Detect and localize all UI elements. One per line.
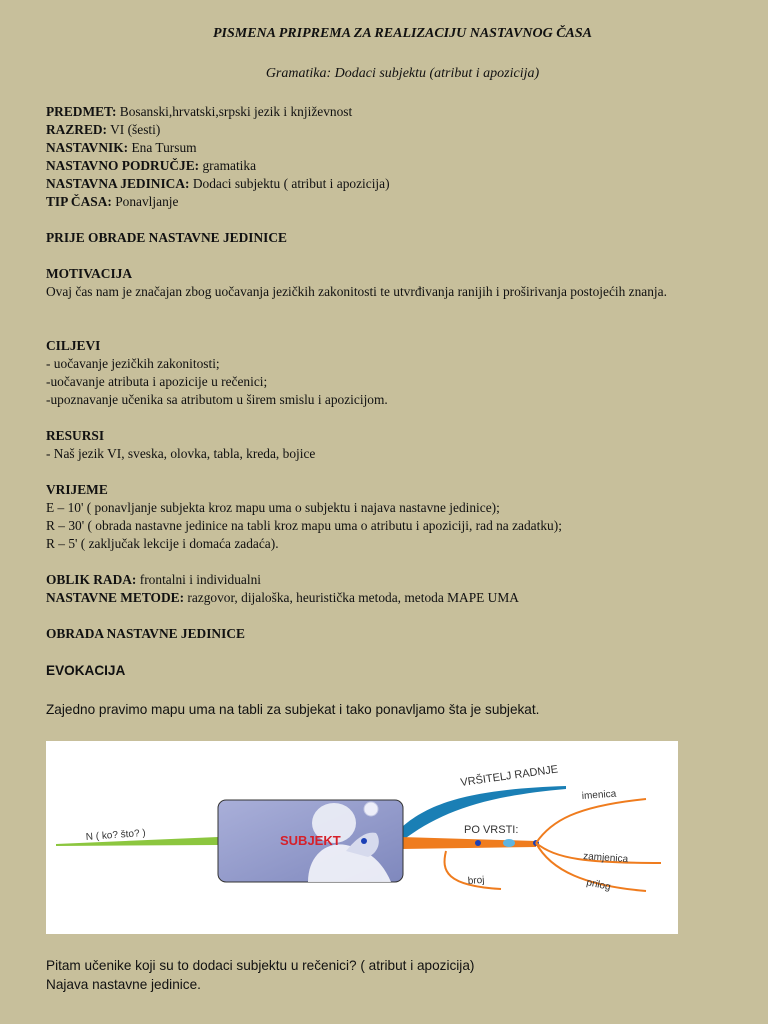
nastavne-metode	[46, 589, 519, 607]
left-branch-label: N ( ko? što? )	[85, 827, 147, 843]
oblik-value: frontalni i individualni	[136, 572, 261, 587]
info-podrucje	[46, 157, 256, 175]
nastavnik-label: NASTAVNIK:	[46, 140, 129, 155]
prije-heading: PRIJE OBRADE NASTAVNE JEDINICE	[46, 230, 287, 245]
podrucje-label: NASTAVNO PODRUČJE:	[46, 158, 200, 173]
resursi-text: - Naš jezik VI, sveska, olovka, tabla, kreda, bojice	[46, 446, 316, 461]
pitam-text: Pitam učenike koji su to dodaci subjektu u rečenici? ( atribut i apozicija)	[46, 958, 475, 973]
razred-value: VI (šesti)	[107, 122, 161, 137]
info-jedinica	[46, 175, 390, 193]
vrijeme-item: R – 30' ( obrada nastavne jedinice na tabli kroz mapu uma o atributu i apoziciji, rad na zadatku);	[46, 518, 562, 533]
center-label: SUBJEKT	[280, 833, 341, 848]
info-tip	[46, 193, 178, 211]
tip-value: Ponavljanje	[111, 194, 179, 209]
vrijeme-heading: VRIJEME	[46, 482, 108, 497]
mid-branch-label: PO VRSTI:	[464, 824, 519, 836]
oblik-label: OBLIK RADA:	[46, 572, 137, 587]
motivacija-heading: MOTIVACIJA	[46, 266, 133, 281]
oblik-rada	[46, 571, 261, 589]
mind-map-image	[46, 741, 678, 934]
top-branch-label: VRŠITELJ RADNJE	[459, 763, 559, 789]
jedinica-label: NASTAVNA JEDINICA:	[46, 176, 190, 191]
ciljevi-heading: CILJEVI	[46, 338, 101, 353]
evokacija-heading: EVOKACIJA	[46, 663, 126, 678]
podrucje-value: gramatika	[199, 158, 257, 173]
mid-branch-line	[401, 837, 536, 849]
metode-label: NASTAVNE METODE:	[46, 590, 185, 605]
vrijeme-item: E – 10' ( ponavljanje subjekta kroz mapu uma o subjektu i najava nastavne jedinice);	[46, 500, 500, 515]
ciljevi-item: - uočavanje jezičkih zakonitosti;	[46, 356, 220, 371]
ciljevi-item: -upoznavanje učenika sa atributom u širem smislu i apozicijom.	[46, 392, 388, 407]
ciljevi-item: -uočavanje atributa i apozicije u rečenici;	[46, 374, 268, 389]
sub-item-imenica: imenica	[581, 788, 617, 802]
info-razred	[46, 121, 160, 139]
nastavnik-value: Ena Tursum	[128, 140, 197, 155]
najava-text: Najava nastavne jedinice.	[46, 977, 201, 992]
sub-item-zamjenica: zamjenica	[582, 851, 629, 866]
document-subtitle: Gramatika: Dodaci subjektu (atribut i apozicija)	[265, 66, 540, 81]
predmet-label: PREDMET:	[46, 104, 117, 119]
evokacija-text: Zajedno pravimo mapu uma na tabli za subjekat i tako ponavljamo šta je subjekat.	[46, 702, 540, 717]
vrijeme-item: R – 5' ( zaključak lekcije i domaća zadaća).	[46, 536, 279, 551]
bottom-branch-label: broj	[467, 874, 485, 887]
sub-item-prilog: prilog	[585, 877, 612, 894]
document-title: PISMENA PRIPREMA ZA REALIZACIJU NASTAVNOG ČASA	[212, 26, 593, 41]
motivacija-text: Ovaj čas nam je značajan zbog uočavanja jezičkih zakonitosti te utvrđivanja ranijih i proširivanja postojećih znanja.	[46, 284, 667, 299]
info-predmet	[46, 103, 352, 121]
obrada-heading: OBRADA NASTAVNE JEDINICE	[46, 626, 245, 641]
metode-value: razgovor, dijaloška, heuristička metoda, metoda MAPE UMA	[184, 590, 519, 605]
info-nastavnik	[46, 139, 197, 157]
jedinica-value: Dodaci subjektu ( atribut i apozicija)	[189, 176, 390, 191]
tip-label: TIP ČASA:	[46, 194, 112, 209]
predmet-value: Bosanski,hrvatski,srpski jezik i književnost	[116, 104, 353, 119]
razred-label: RAZRED:	[46, 122, 108, 137]
resursi-heading: RESURSI	[46, 428, 105, 443]
